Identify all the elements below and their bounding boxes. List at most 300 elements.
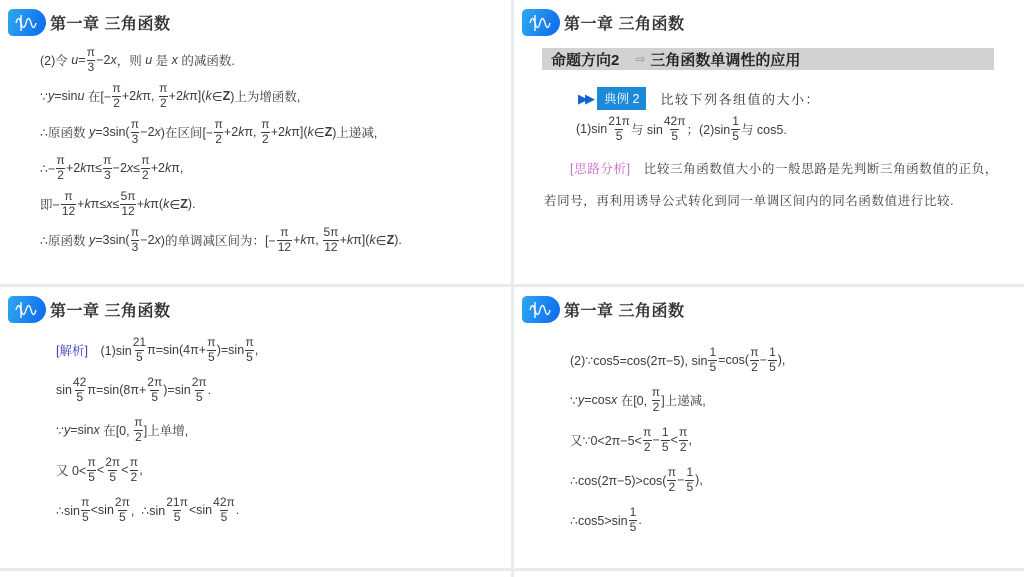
math-variable: x [93, 423, 100, 437]
brand-logo [8, 9, 46, 36]
math-variable: x [106, 197, 113, 211]
fraction [112, 82, 121, 109]
math-variable: y [47, 89, 55, 103]
text-run: −2 [96, 53, 111, 67]
fraction [166, 496, 188, 523]
math-variable: k [144, 197, 151, 211]
slide-content [514, 328, 1024, 540]
text-run: + [339, 233, 347, 247]
text-run: (2)∵cos5=cos(2π−5), sin [570, 353, 708, 368]
partial-slide-next-row-right[interactable] [514, 571, 1024, 577]
math-variable: u [71, 53, 79, 67]
fraction-numerator: π [750, 345, 759, 360]
fraction [667, 466, 676, 493]
example-intro-row [578, 87, 1024, 110]
math-line [56, 450, 507, 490]
math-variable: k [84, 197, 91, 211]
fraction [192, 376, 207, 403]
slide-header [0, 287, 511, 328]
fraction [56, 154, 65, 181]
text-run: ∴sin [56, 503, 80, 518]
text-run: ∈ [313, 125, 325, 140]
chapter-title: 第一章 三角函数 [50, 303, 171, 320]
text-run: ≤ [112, 197, 120, 211]
fraction-denominator: 5 [686, 479, 694, 494]
text-run: , [688, 433, 693, 447]
fraction-denominator: 2 [643, 439, 651, 454]
text-run: =cos [584, 393, 611, 407]
math-variable: x [610, 393, 618, 407]
fraction [61, 190, 76, 217]
text-run: < [670, 433, 678, 447]
text-run: ), [777, 353, 786, 367]
fraction [134, 416, 143, 443]
fraction [87, 46, 96, 73]
play-arrows-icon: ▶▶ [578, 90, 592, 106]
math-variable: u [145, 53, 153, 67]
text-run: ∴cos(2π−5)>cos( [570, 473, 667, 488]
text-run: ∴原函数 [40, 234, 89, 248]
fraction [608, 115, 630, 142]
math-line [570, 340, 1020, 380]
text-run: =cos( [718, 353, 750, 367]
text-run: ]上单增, [143, 424, 189, 438]
text-run: +2 [121, 89, 137, 103]
text-run: +2 [65, 161, 81, 175]
fraction [750, 346, 759, 373]
fraction-numerator: π [56, 153, 65, 168]
fraction-denominator: 2 [679, 439, 687, 454]
math-variable: k [205, 89, 212, 103]
fraction [87, 456, 96, 483]
fraction-numerator: 2π [147, 375, 163, 390]
math-line [40, 78, 507, 114]
slide-content [0, 328, 511, 530]
text-run: ∴− [40, 161, 56, 176]
fraction-denominator: 2 [262, 131, 269, 146]
fraction-numerator: 2π [191, 375, 207, 390]
text-run: +2 [150, 161, 165, 175]
fraction-numerator: π [667, 465, 676, 480]
fraction-denominator: 5 [661, 439, 669, 454]
math-bold: Z [324, 125, 333, 139]
text-run: ), [695, 473, 703, 487]
fraction [768, 346, 777, 373]
fraction-numerator: 2π [105, 455, 121, 470]
arrow-right-icon: ⇨ [635, 52, 646, 66]
fraction-denominator: 2 [668, 479, 676, 494]
math-variable: k [307, 125, 314, 139]
fraction-numerator: π [261, 117, 270, 132]
math-variable: x [171, 53, 178, 67]
text-run: . [207, 383, 212, 397]
fraction-numerator: π [134, 415, 143, 430]
text-run: ∴原函数 [40, 126, 89, 140]
fraction [664, 115, 686, 142]
fraction-denominator: 5 [195, 389, 203, 404]
text-run: (2)令 [40, 54, 72, 68]
fraction-denominator: 5 [109, 469, 117, 484]
chapter-title: 第一章 三角函数 [50, 16, 171, 33]
text-run: +2 [223, 125, 239, 139]
fraction-numerator: π [64, 189, 73, 204]
analysis-tag: [思路分析] [570, 162, 631, 176]
fraction-numerator: 1 [769, 345, 776, 360]
text-run: −2 [140, 233, 155, 247]
text-run: 与 cos5. [740, 123, 787, 137]
text-run: ). [394, 233, 402, 247]
fraction-numerator: π [643, 425, 652, 440]
fraction-denominator: 2 [142, 167, 149, 182]
math-variable: k [300, 233, 307, 247]
slide-content [514, 48, 1024, 217]
brand-logo [522, 9, 560, 36]
example-badge: 典例 2 [597, 87, 646, 110]
text-run: . [638, 513, 642, 527]
fraction-denominator: 5 [81, 509, 89, 524]
text-run: )=sin [216, 343, 245, 357]
text-run: π, [171, 161, 184, 175]
brand-logo [8, 296, 46, 323]
sine-wave-icon [14, 13, 40, 33]
fraction [277, 226, 292, 253]
text-run: 即− [40, 198, 60, 212]
text-run: π, [244, 125, 261, 139]
fraction [323, 226, 338, 253]
banner-label: 命题方向2 [551, 51, 620, 69]
sine-wave-icon [528, 300, 554, 320]
chapter-title: 第一章 三角函数 [564, 303, 685, 320]
fraction [105, 456, 120, 483]
math-bold: Z [222, 89, 231, 103]
text-run: =3sin( [95, 233, 130, 247]
math-line [40, 186, 507, 222]
brand-logo [522, 296, 560, 323]
fraction-denominator: 2 [215, 131, 222, 146]
fraction [73, 376, 86, 403]
text-run: π, [142, 89, 158, 103]
text-run: (1)sin [576, 122, 608, 136]
slide-panel-bottom-right[interactable] [514, 287, 1024, 568]
math-line [40, 42, 507, 78]
fraction-denominator: 5 [119, 509, 126, 524]
fraction [214, 118, 223, 145]
fraction-denominator: 5 [220, 509, 228, 524]
text-run: . [235, 503, 240, 517]
fraction-denominator: 3 [131, 239, 139, 254]
fraction-denominator: 5 [671, 128, 679, 143]
fraction-denominator: 5 [88, 469, 95, 484]
math-line [56, 410, 507, 450]
fraction-denominator: 2 [130, 469, 138, 484]
math-variable: k [165, 161, 172, 175]
fraction [159, 82, 168, 109]
fraction-numerator: 1 [732, 114, 739, 129]
text-run: , [139, 463, 143, 477]
math-line [570, 380, 1020, 420]
fraction-numerator: π [679, 425, 688, 440]
math-variable: x [154, 233, 161, 247]
slide-panel-bottom-left[interactable] [0, 287, 511, 568]
fraction-denominator: 5 [76, 389, 83, 404]
fraction [131, 226, 140, 253]
math-line [40, 150, 507, 186]
fraction-denominator: 3 [103, 167, 111, 182]
text-run: ∵ [40, 89, 48, 104]
math-variable: x [126, 161, 134, 175]
math-line [576, 110, 1024, 148]
math-variable: y [88, 125, 96, 139]
text-run: <sin [188, 503, 213, 517]
fraction-denominator: 2 [159, 95, 167, 110]
chapter-title: 第一章 三角函数 [564, 16, 685, 33]
math-line [56, 330, 507, 370]
text-run: 在[0, [99, 424, 134, 438]
text-run: 与 sin [630, 123, 663, 137]
fraction-denominator: 3 [87, 59, 95, 74]
fraction-numerator: π [141, 153, 150, 168]
math-variable: k [182, 89, 190, 103]
fraction-numerator: π [245, 335, 254, 350]
text-run: 又∵0<2π−5< [570, 434, 642, 448]
banner-text: 三角函数单调性的应用 [650, 51, 801, 69]
fraction-numerator: π [159, 81, 168, 96]
fraction-numerator: 1 [709, 345, 717, 360]
text-run: π]( [353, 233, 370, 247]
fraction-denominator: 5 [246, 349, 253, 364]
fraction-denominator: 5 [136, 349, 143, 364]
text-run: π, [306, 233, 323, 247]
text-run: < [121, 463, 129, 477]
math-line [570, 460, 1020, 500]
fraction [679, 426, 688, 453]
fraction-numerator: 21π [608, 114, 630, 129]
math-variable: k [284, 125, 292, 139]
fraction-numerator: 21 [132, 335, 147, 350]
colored-tag: [解析] [56, 344, 88, 358]
fraction-numerator: 5π [120, 189, 136, 204]
text-run: π]( [291, 125, 308, 139]
text-run: + [77, 197, 85, 211]
fraction-denominator: 12 [277, 239, 292, 254]
partial-slide-next-row-left[interactable] [0, 571, 511, 577]
text-run: − [652, 433, 660, 447]
math-line [570, 500, 1020, 540]
text-run: 的减函数. [177, 54, 235, 68]
fraction-denominator: 2 [652, 399, 660, 414]
text-run: π≤ [86, 161, 102, 175]
fraction [261, 118, 270, 145]
fraction [133, 336, 146, 363]
fraction [245, 336, 254, 363]
fraction-numerator: 2π [114, 495, 130, 510]
text-run: , ∴sin [130, 503, 166, 518]
fraction [81, 496, 90, 523]
fraction-numerator: π [207, 335, 216, 350]
slide-header [0, 0, 511, 41]
text-run: 又 0< [56, 464, 87, 478]
fraction-numerator: π [130, 225, 140, 240]
text-run: ∈ [375, 233, 387, 248]
fraction-denominator: 12 [61, 203, 76, 218]
slide-content [0, 41, 511, 258]
fraction-denominator: 3 [131, 131, 139, 146]
text-run: sin [56, 383, 72, 397]
text-run: − [759, 353, 768, 367]
text-run: −2 [140, 125, 155, 139]
math-variable: x [154, 125, 161, 139]
fraction [131, 118, 140, 145]
fraction [661, 426, 670, 453]
fraction-numerator: 42π [663, 114, 686, 129]
text-run: 是 [152, 54, 172, 68]
fraction-numerator: 1 [629, 505, 637, 520]
fraction-numerator: π [112, 81, 121, 96]
fraction-numerator: 42π [213, 495, 235, 510]
math-variable: k [80, 161, 87, 175]
math-variable: k [163, 197, 170, 211]
text-run: π( [150, 197, 164, 211]
fraction-numerator: π [651, 385, 661, 400]
math-variable: u [77, 89, 85, 103]
fraction [103, 154, 112, 181]
fraction-denominator: 5 [173, 509, 181, 524]
text-run: , [254, 343, 259, 357]
text-run: +2 [270, 125, 285, 139]
fraction-denominator: 5 [709, 359, 717, 374]
text-run: =sin [54, 89, 78, 103]
fraction-numerator: π [86, 45, 96, 60]
fraction-numerator: 21π [166, 495, 188, 510]
text-run: π=sin(8π+ [87, 383, 147, 397]
math-variable: y [577, 393, 585, 407]
fraction [629, 506, 638, 533]
fraction [147, 376, 162, 403]
example-prompt: 比较下列各组值的大小： [660, 92, 820, 107]
text-run: =sin [70, 423, 94, 437]
text-run: )上递减, [332, 126, 378, 140]
text-run: ). [187, 197, 196, 211]
fraction-denominator: 5 [629, 519, 637, 534]
fraction [213, 496, 235, 523]
slide-header [514, 287, 1024, 328]
text-run: − [677, 473, 685, 487]
fraction [643, 426, 652, 453]
text-run: <sin [90, 503, 114, 517]
analysis-paragraph [544, 153, 998, 217]
math-variable: k [369, 233, 376, 247]
slide-header [514, 0, 1024, 41]
math-bold: Z [386, 233, 395, 247]
text-run: ∴cos5>sin [570, 513, 628, 528]
fraction [115, 496, 130, 523]
text-run: ，则 [116, 54, 146, 68]
text-run: ≤ [133, 161, 141, 175]
math-variable: y [88, 233, 96, 247]
text-run: π=sin(4π+ [147, 343, 207, 357]
text-run: ∵ [56, 423, 64, 438]
fraction [731, 115, 740, 142]
fraction-numerator: 1 [661, 425, 669, 440]
fraction [652, 386, 661, 413]
fraction [685, 466, 694, 493]
analysis-text: 比较三角函数值大小的一般思路是先判断三角函数值的正负，若同号，再利用诱导公式转化到同一单调区间内的同名函数值进行比较. [544, 162, 999, 208]
fraction-denominator: 5 [208, 349, 215, 364]
fraction [120, 190, 135, 217]
fraction-denominator: 2 [135, 429, 142, 444]
fraction [207, 336, 216, 363]
fraction-denominator: 12 [121, 203, 135, 218]
fraction-numerator: 1 [686, 465, 694, 480]
math-variable: k [238, 125, 245, 139]
fraction-numerator: π [81, 495, 90, 510]
math-bold: Z [180, 197, 188, 211]
text-run: +2 [168, 89, 183, 103]
fraction-denominator: 2 [57, 167, 64, 182]
text-run: =3sin( [95, 125, 130, 139]
math-line [570, 420, 1020, 460]
fraction-denominator: 2 [113, 95, 120, 110]
text-run: )的单调减区间为：[− [160, 234, 276, 248]
math-variable: y [63, 423, 71, 437]
fraction-denominator: 5 [615, 128, 623, 143]
text-run: + [293, 233, 301, 247]
text-run: ；(2)sin [686, 123, 731, 137]
fraction-denominator: 5 [769, 359, 776, 374]
fraction-numerator: 42 [72, 375, 87, 390]
fraction-numerator: π [280, 225, 289, 240]
math-line [56, 370, 507, 410]
text-run: ∈ [211, 89, 223, 104]
math-line [40, 222, 507, 258]
topic-direction-banner [542, 48, 994, 70]
fraction-numerator: π [103, 153, 112, 168]
math-line [56, 490, 507, 530]
fraction-denominator: 5 [151, 389, 159, 404]
text-run: )=sin [163, 383, 191, 397]
sine-wave-icon [528, 13, 554, 33]
text-run: π≤ [90, 197, 107, 211]
fraction [141, 154, 150, 181]
fraction-denominator: 5 [732, 128, 739, 143]
fraction-numerator: π [130, 117, 140, 132]
math-variable: k [346, 233, 354, 247]
fraction-numerator: π [87, 455, 96, 470]
text-run: ]上递减, [661, 394, 706, 408]
fraction-denominator: 12 [324, 239, 338, 254]
text-run: ∈ [169, 197, 181, 212]
text-run: )在区间[− [160, 126, 214, 140]
text-run: + [136, 197, 145, 211]
text-run: −2 [112, 161, 127, 175]
text-run: π]( [189, 89, 206, 103]
text-run: = [78, 53, 86, 67]
fraction-numerator: π [129, 455, 138, 470]
fraction-numerator: π [214, 117, 223, 132]
math-variable: x [110, 53, 117, 67]
text-run: < [96, 463, 105, 477]
text-run: ∵ [570, 393, 578, 408]
text-run: (1)sin [87, 344, 132, 358]
text-run: 在[0, [617, 394, 651, 408]
fraction-denominator: 2 [751, 359, 758, 374]
text-run: 在[− [84, 90, 112, 104]
fraction [708, 346, 717, 373]
slide-panel-top-right[interactable] [514, 0, 1024, 284]
fraction-numerator: 5π [323, 225, 339, 240]
slide-panel-top-left[interactable] [0, 0, 511, 284]
text-run: )上为增函数, [230, 90, 301, 104]
